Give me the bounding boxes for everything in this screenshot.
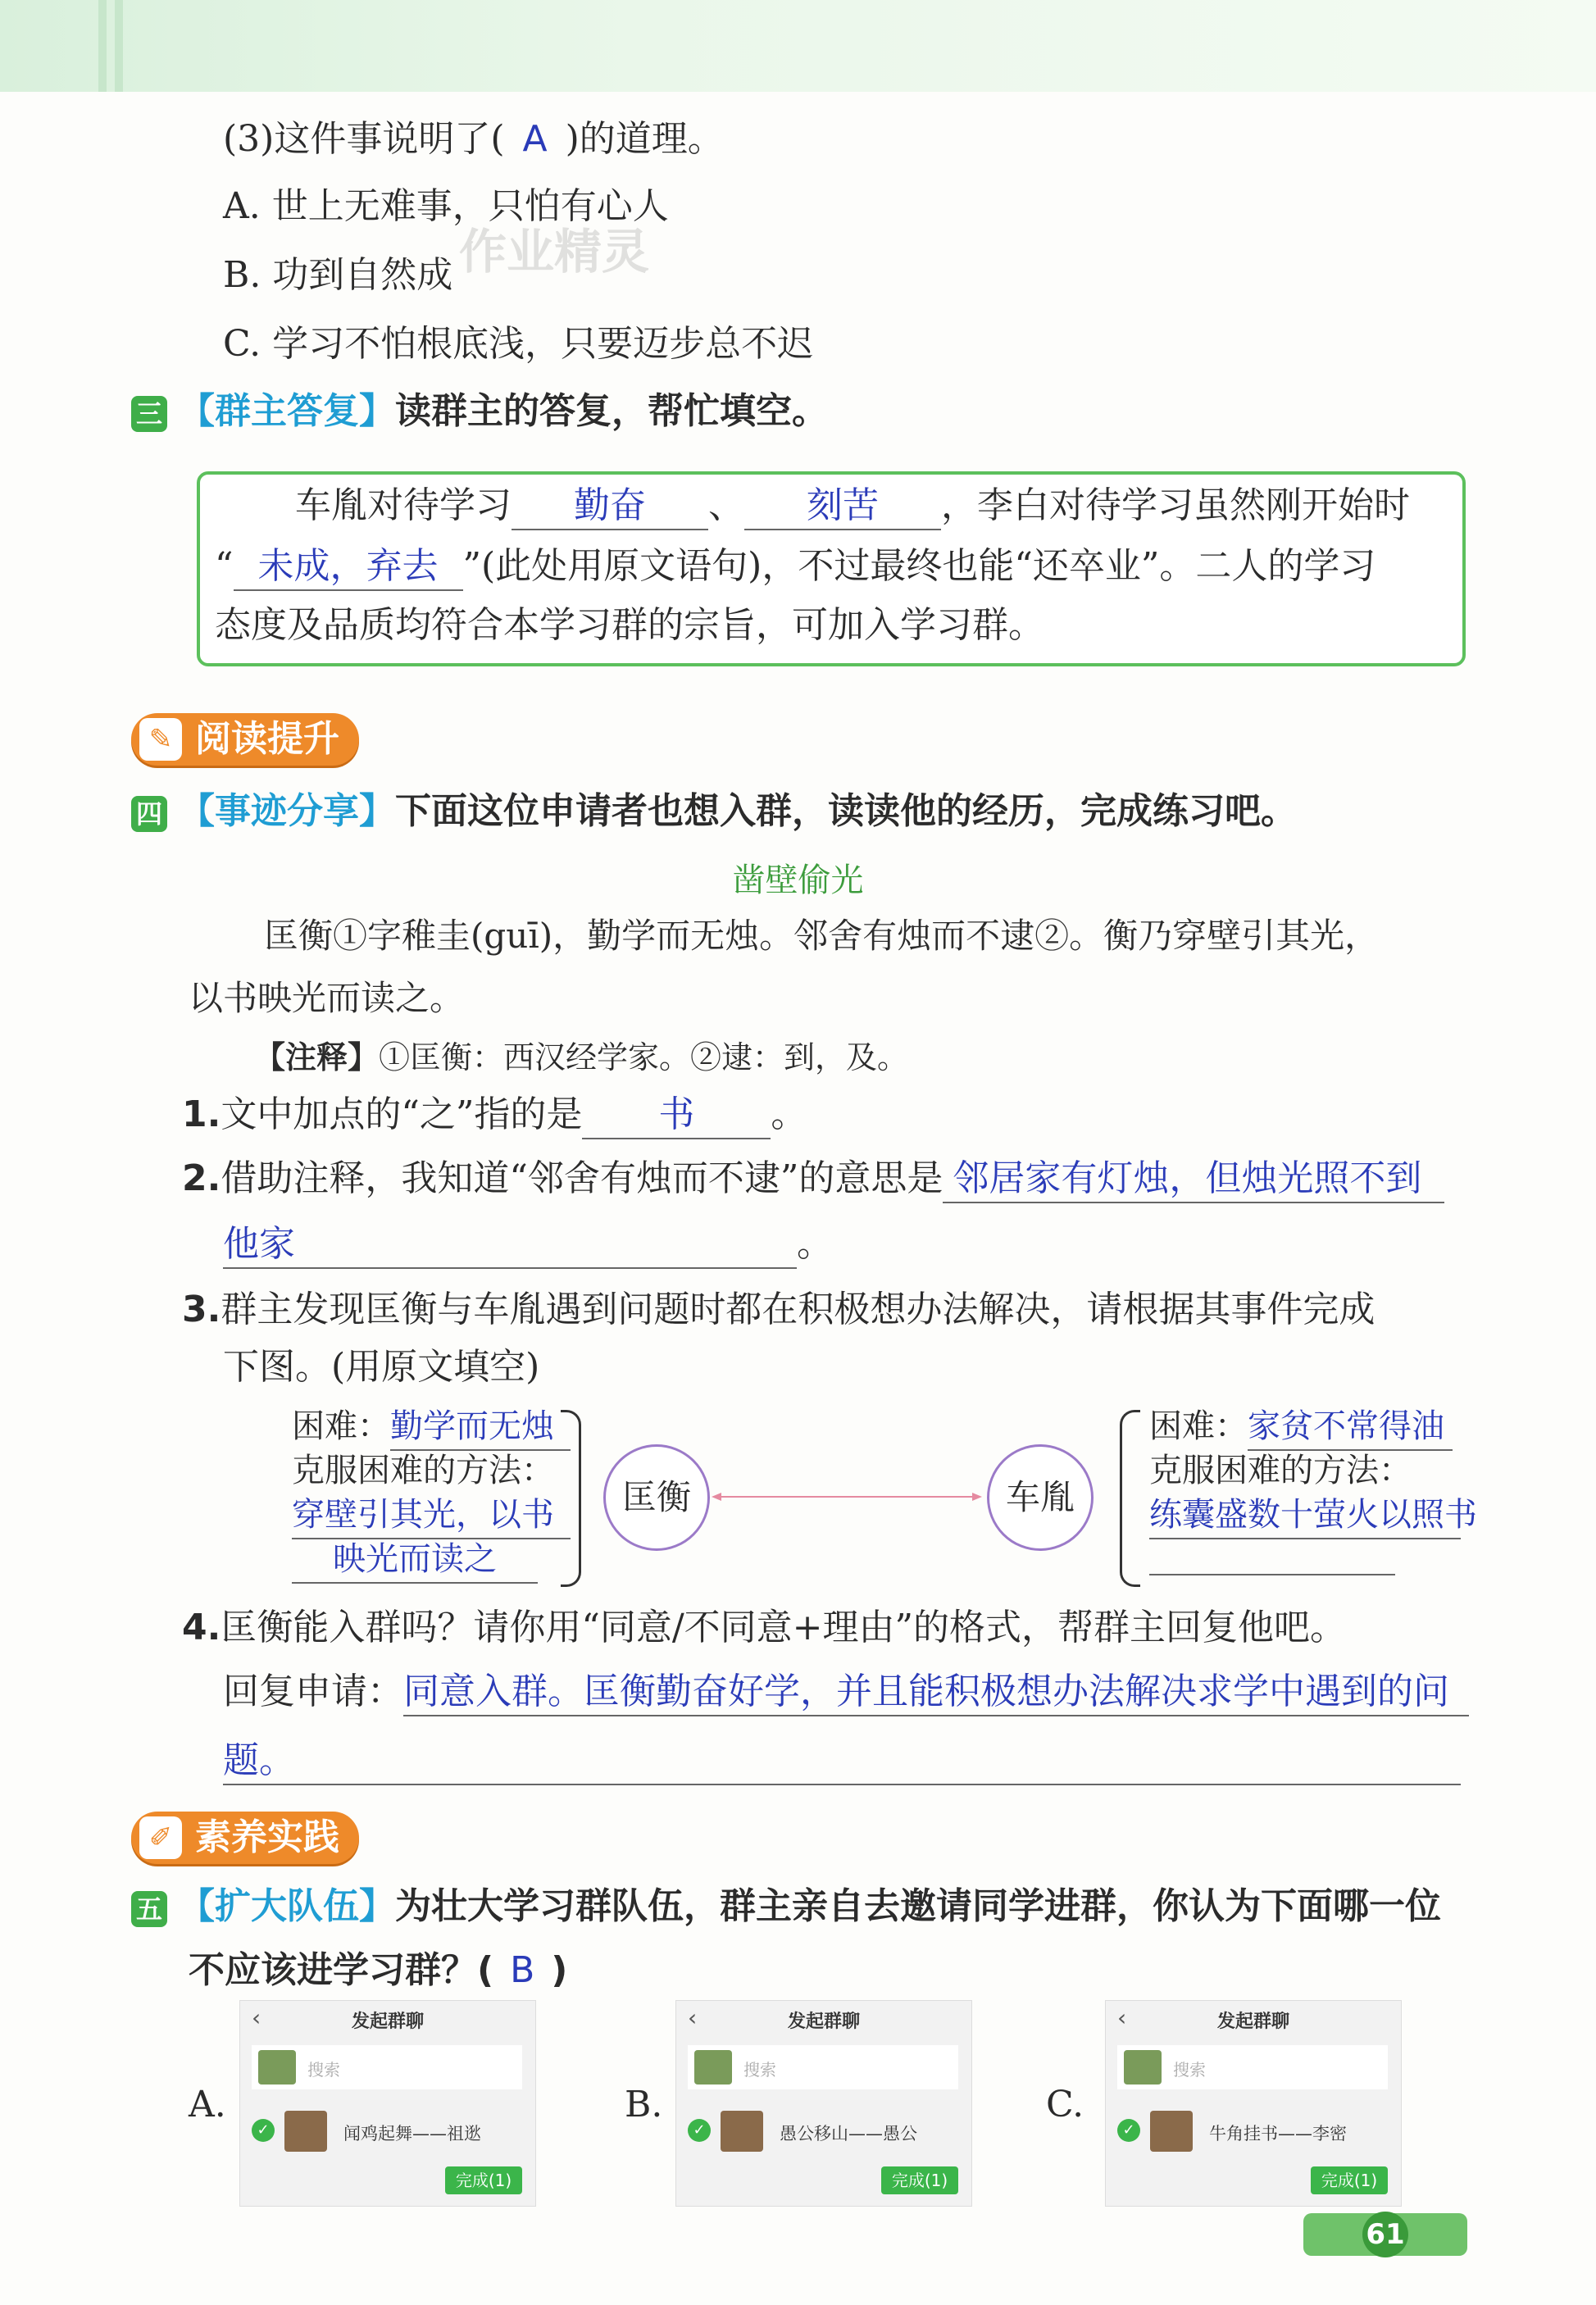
- option-a-done-button: 完成(1): [445, 2166, 522, 2194]
- q4-4-label: 回复申请：: [223, 1671, 403, 1712]
- section5-instruction-line2: [189, 1948, 567, 1994]
- q3-option-b: B. 功到自然成: [223, 254, 453, 296]
- reading-banner: [131, 713, 359, 766]
- q4-2-number: 2.: [182, 1157, 221, 1199]
- q4-1-number: 1.: [182, 1093, 221, 1135]
- option-a-letter: A.: [189, 2084, 226, 2125]
- q3-stem-post: )的道理。: [565, 118, 724, 160]
- left-method-line2: [292, 1536, 538, 1584]
- section3-line3: 态度及品质均符合本学习群的宗旨，可加入学习群。: [215, 604, 1044, 646]
- q3-option-a: A. 世上无难事，只怕有心人: [223, 185, 669, 227]
- avatar: [284, 2111, 327, 2152]
- q3-stem-pre: (3)这件事说明了(: [223, 118, 505, 160]
- check-icon: ✓: [252, 2119, 275, 2142]
- reading-banner-label: 阅读提升: [195, 718, 339, 760]
- option-b-item: 愚公移山——愚公: [780, 2124, 917, 2144]
- q4-1: [182, 1092, 807, 1139]
- section3-line1-post: ，李白对待学习虽然刚开始时: [941, 484, 1410, 526]
- check-icon: ✓: [688, 2119, 711, 2142]
- q4-4-text: 匡衡能入群吗？请你用“同意/不同意+理由”的格式，帮群主回复他吧。: [221, 1607, 1347, 1648]
- q4-4-line1: [182, 1605, 1346, 1651]
- q4-3-line1: [182, 1287, 1375, 1333]
- passage-title: 凿壁偷光: [732, 862, 864, 899]
- section5-number-icon: 五: [131, 1891, 167, 1927]
- q3-option-c: C. 学习不怕根底浅，只要迈步总不迟: [223, 323, 814, 365]
- practice-banner: [131, 1812, 359, 1864]
- option-b-search-text: 搜索: [743, 2060, 776, 2080]
- q4-3-line2: 下图。(用原文填空): [223, 1346, 540, 1388]
- right-difficulty-answer: 家贫不常得油: [1248, 1403, 1453, 1451]
- section3-blank2: 刻苦: [744, 483, 941, 530]
- q4-2: [182, 1156, 1444, 1203]
- section3-answer-box: [197, 471, 1466, 666]
- q4-2-answer-line2: 他家: [223, 1221, 797, 1269]
- pencil-icon: ✐: [139, 1816, 182, 1859]
- left-difficulty-answer: 勤学而无烛: [390, 1403, 571, 1451]
- option-b-search: [688, 2045, 958, 2089]
- section3-line2-post: ”(此处用原文语句)，不过最终也能“还卒业”。二人的学习: [462, 545, 1376, 587]
- section4-heading: [131, 789, 1297, 834]
- q4-1-text: 文中加点的“之”指的是: [221, 1093, 583, 1135]
- double-arrow: [712, 1492, 982, 1502]
- option-b-contact: [688, 2107, 958, 2157]
- q3-stem: [223, 116, 724, 162]
- practice-banner-label: 素养实践: [195, 1816, 339, 1858]
- note-text: ①匡衡：西汉经学家。②逮：到，及。: [379, 1039, 909, 1075]
- section4-instruction: 下面这位申请者也想入群，读读他的经历，完成练习吧。: [395, 790, 1297, 832]
- section5-instruction1: 为壮大学习群队伍，群主亲自去邀请同学进群，你认为下面哪一位: [395, 1885, 1441, 1927]
- section3-blank3: 未成，弃去: [234, 543, 463, 591]
- q4-1-end: 。: [771, 1093, 807, 1135]
- q4-3-text1: 群主发现匡衡与车胤遇到问题时都在积极想办法解决，请根据其事件完成: [221, 1289, 1375, 1330]
- option-c-item: 牛角挂书——李密: [1209, 2124, 1347, 2144]
- option-b-phone: [675, 2000, 972, 2207]
- page-number-badge: [1303, 2213, 1467, 2256]
- avatar: [258, 2050, 296, 2085]
- option-a-search-text: 搜索: [307, 2060, 340, 2080]
- q4-2-text: 借助注释，我知道“邻舍有烛而不逮”的意思是: [221, 1157, 944, 1199]
- right-method-label: 克服困难的方法：: [1149, 1452, 1412, 1489]
- back-icon: ‹: [688, 2004, 698, 2031]
- left-method1: 穿壁引其光，以书: [292, 1492, 571, 1539]
- option-c-search-text: 搜索: [1173, 2060, 1206, 2080]
- watermark: 作业精灵: [459, 224, 650, 280]
- option-a-search: [252, 2045, 522, 2089]
- q4-4-reply-line2: [223, 1738, 1461, 1785]
- left-method-line1: [292, 1492, 571, 1539]
- section5-answer: B: [510, 1949, 535, 1991]
- back-icon: ‹: [252, 2004, 261, 2031]
- option-c-letter: C.: [1046, 2084, 1084, 2125]
- q4-1-answer: 书: [582, 1092, 771, 1139]
- left-bracket: [561, 1410, 581, 1587]
- passage-line2: 以书映光而读之。: [189, 978, 465, 1018]
- section3-heading: [131, 389, 828, 434]
- left-difficulty: [292, 1403, 571, 1451]
- section3-line2: [215, 543, 1375, 591]
- section3-tag: 【群主答复】: [179, 390, 395, 432]
- circle-kuangheng: 匡衡: [603, 1444, 710, 1551]
- avatar: [721, 2111, 763, 2152]
- section3-blank1: 勤奋: [512, 483, 708, 530]
- section3-line1-pre: 车胤对待学习: [295, 484, 512, 526]
- q4-2-answer-line1: 邻居家有灯烛，但烛光照不到: [943, 1156, 1444, 1203]
- right-difficulty-label: 困难：: [1149, 1407, 1248, 1445]
- right-difficulty: [1149, 1403, 1453, 1451]
- section3-sep: 、: [708, 484, 744, 526]
- q4-2-line2: [223, 1221, 833, 1269]
- right-method-blank: [1149, 1574, 1395, 1575]
- right-method-line1: [1149, 1492, 1477, 1539]
- section3-instruction: 读群主的答复，帮忙填空。: [395, 390, 828, 432]
- section5-instruction2-post: ): [551, 1949, 568, 1991]
- option-c-contact: [1117, 2107, 1388, 2157]
- q4-4-reply: [223, 1669, 1469, 1716]
- circle-chenyin: 车胤: [987, 1444, 1094, 1551]
- q4-4-answer2: 题。: [223, 1738, 1461, 1785]
- option-b-letter: B.: [625, 2084, 663, 2125]
- check-icon: ✓: [1117, 2119, 1140, 2142]
- option-a-item: 闻鸡起舞——祖逖: [343, 2124, 481, 2144]
- option-c-phone: [1105, 2000, 1402, 2207]
- back-icon: ‹: [1117, 2004, 1127, 2031]
- right-method1: 练囊盛数十萤火以照书: [1149, 1492, 1461, 1539]
- option-c-search: [1117, 2045, 1388, 2089]
- right-bracket: [1120, 1410, 1140, 1587]
- option-c-title: 发起群聊: [1216, 2012, 1289, 2032]
- q4-4-number: 4.: [182, 1607, 221, 1648]
- option-a-contact: [252, 2107, 522, 2157]
- left-difficulty-label: 困难：: [292, 1407, 390, 1445]
- section3-number-icon: 三: [131, 396, 167, 432]
- avatar: [694, 2050, 732, 2085]
- option-b-title: 发起群聊: [787, 2012, 860, 2032]
- q4-3-number: 3.: [182, 1289, 221, 1330]
- option-b-done-button: 完成(1): [881, 2166, 958, 2194]
- left-method2: 映光而读之: [292, 1536, 538, 1584]
- option-a-title: 发起群聊: [351, 2012, 424, 2032]
- page-number: 61: [1362, 2212, 1408, 2257]
- left-method-label: 克服困难的方法：: [292, 1452, 554, 1489]
- option-c-done-button: 完成(1): [1311, 2166, 1388, 2194]
- avatar: [1150, 2111, 1193, 2152]
- q4-2-end: 。: [797, 1223, 833, 1265]
- passage-notes: [254, 1034, 908, 1080]
- section5-heading: [131, 1884, 1441, 1930]
- note-label: 【注释】: [254, 1039, 380, 1075]
- section4-tag: 【事迹分享】: [179, 790, 395, 832]
- passage-line1: 匡衡①字稚圭(guī)，勤学而无烛。邻舍有烛而不逮②。衡乃穿壁引其光，: [264, 916, 1380, 956]
- section4-number-icon: 四: [131, 796, 167, 832]
- q4-4-answer1: 同意入群。匡衡勤奋好学，并且能积极想办法解决求学中遇到的问: [403, 1669, 1469, 1716]
- section3-line1: [295, 483, 1410, 530]
- section5-instruction2-pre: 不应该进学习群？(: [189, 1949, 494, 1991]
- section5-tag: 【扩大队伍】: [179, 1885, 395, 1927]
- option-a-phone: [239, 2000, 536, 2207]
- book-icon: ✎: [139, 718, 182, 761]
- section3-line2-open: “: [215, 545, 234, 587]
- top-header-band: [0, 0, 1596, 92]
- q3-answer: A: [522, 118, 548, 160]
- avatar: [1124, 2050, 1162, 2085]
